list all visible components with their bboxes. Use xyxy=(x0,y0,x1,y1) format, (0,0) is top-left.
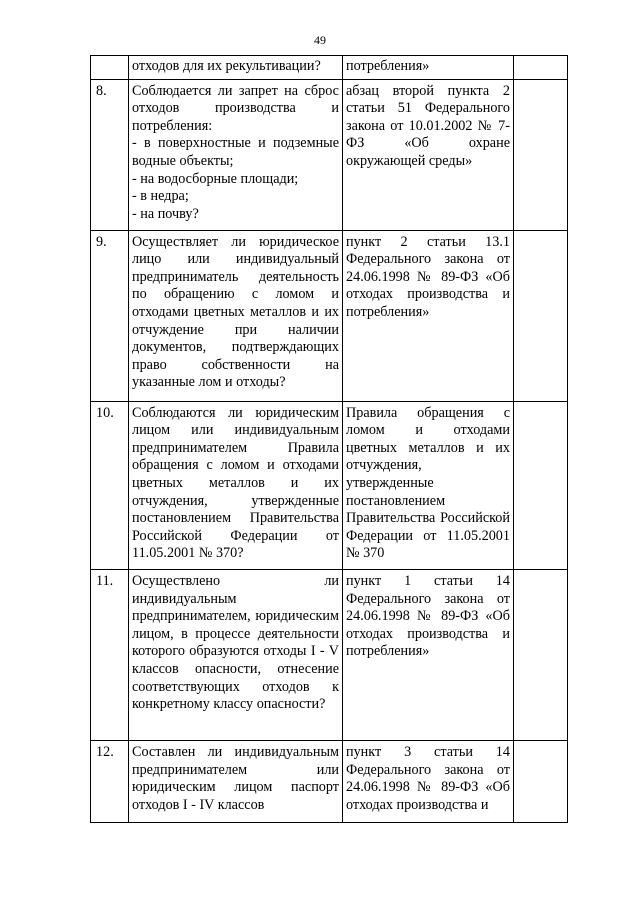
row-number: 8. xyxy=(91,79,129,230)
requirement-question: Составлен ли индивидуальным предпринимателем или юридическим лицом паспорт отходов I - IV классов xyxy=(129,740,343,822)
requirement-question: Осуществлено ли индивидуальным предпринимателем, юридическим лицом, в процессе деятельности которого образуются отходы I - V классов опасности, отнесение соответствующих отходов к конкретному классу опасности? xyxy=(129,569,343,740)
legal-reference: абзац второй пункта 2 статьи 51 Федерального закона от 10.01.2002 № 7-ФЗ «Об охране окружающей среды» xyxy=(343,79,514,230)
answer-cell xyxy=(514,569,568,740)
requirement-question: Соблюдаются ли юридическим лицом или индивидуальным предпринимателем Правила обращения с ломом и отходами цветных металлов и их отчуждения, утвержденные постановлением Правительства Российской Федерации от 11.05.2001 № 370? xyxy=(129,401,343,569)
page-number: 49 xyxy=(314,33,326,47)
checklist-table xyxy=(90,55,568,823)
table-row xyxy=(91,79,568,230)
legal-reference: пункт 2 статьи 13.1 Федерального закона от 24.06.1998 № 89-ФЗ «Об отходах производства и потребления» xyxy=(343,230,514,401)
answer-cell xyxy=(514,79,568,230)
row-number: 12. xyxy=(91,740,129,822)
requirement-question: Осуществляет ли юридическое лицо или индивидуальный предприниматель деятельность по обращению с ломом и отходами цветных металлов и их отчуждение при наличии документов, подтверждающих право собственности на указанные лом и отходы? xyxy=(129,230,343,401)
table-row xyxy=(91,230,568,401)
answer-cell xyxy=(514,401,568,569)
answer-cell xyxy=(514,740,568,822)
requirement-question: Соблюдается ли запрет на сброс отходов производства и потребления: - в поверхностные и подземные водные объекты; - на водосборные площади; - в недра; - на почву? xyxy=(129,79,343,230)
answer-cell xyxy=(514,230,568,401)
legal-reference: Правила обращения с ломом и отходами цветных металлов и их отчуждения, утвержденные постановлением Правительства Российской Федерации от 11.05.2001 № 370 xyxy=(343,401,514,569)
table-row xyxy=(91,569,568,740)
row-number xyxy=(91,56,129,80)
table-row xyxy=(91,401,568,569)
legal-reference: потребления» xyxy=(343,56,514,80)
row-number: 9. xyxy=(91,230,129,401)
legal-reference: пункт 1 статьи 14 Федерального закона от 24.06.1998 № 89-ФЗ «Об отходах производства и потребления» xyxy=(343,569,514,740)
table-row xyxy=(91,56,568,80)
table-row xyxy=(91,740,568,822)
requirement-question: отходов для их рекультивации? xyxy=(129,56,343,80)
row-number: 10. xyxy=(91,401,129,569)
legal-reference: пункт 3 статьи 14 Федерального закона от 24.06.1998 № 89-ФЗ «Об отходах производства и xyxy=(343,740,514,822)
row-number: 11. xyxy=(91,569,129,740)
answer-cell xyxy=(514,56,568,80)
